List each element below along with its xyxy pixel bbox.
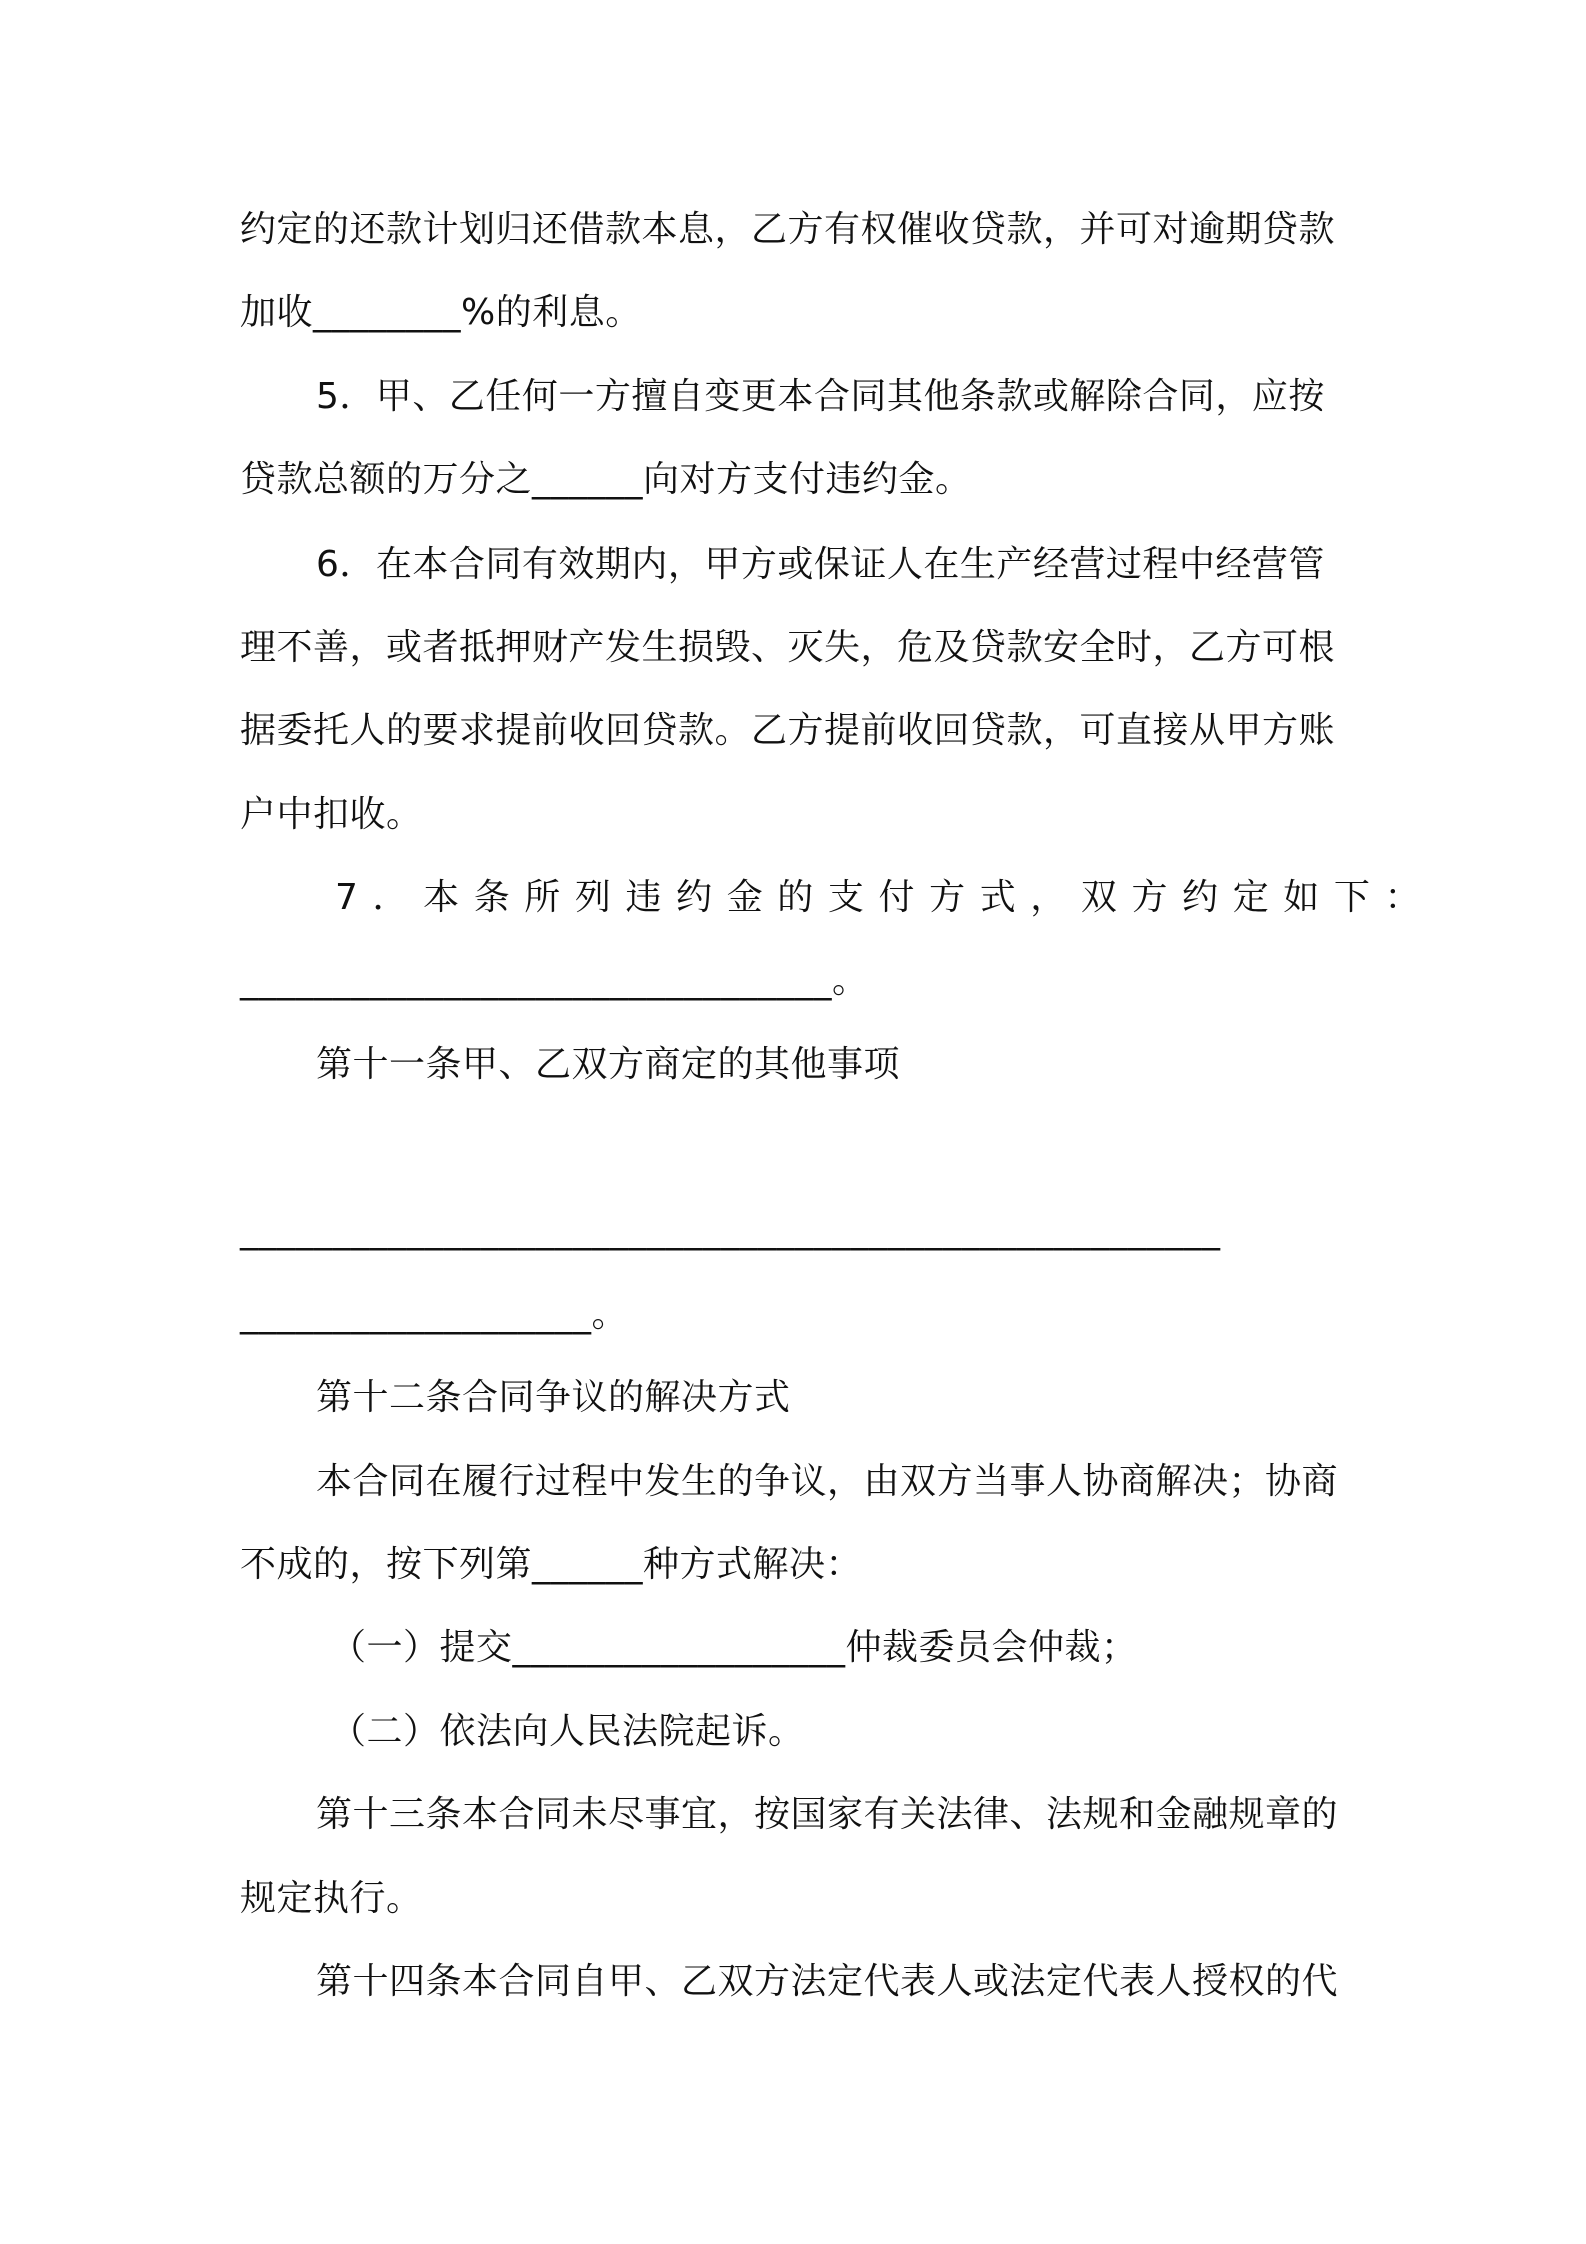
- text-line-2: 加收________%的利息。: [240, 292, 642, 333]
- article-14-line-1: 第十四条本合同自甲、乙双方法定代表人或法定代表人授权的代: [316, 1961, 1339, 2002]
- article-12-option-1: （一）提交__________________仲裁委员会仲裁；: [330, 1627, 1138, 1668]
- clause-6-line-3: 据委托人的要求提前收回贷款。乙方提前收回贷款，可直接从甲方账: [240, 710, 1336, 751]
- clause-7-line-1: 7．本条所列违约金的支付方式，双方约定如下：: [335, 877, 1436, 918]
- article-12-line-2: 不成的，按下列第______种方式解决：: [240, 1544, 863, 1585]
- clause-5-line-2: 贷款总额的万分之______向对方支付违约金。: [240, 459, 972, 500]
- article-11-blank-line-1: _____________________________________________________: [240, 1210, 1221, 1251]
- clause-6-line-1: 6．在本合同有效期内，甲方或保证人在生产经营过程中经营管: [316, 544, 1325, 585]
- article-12-line-1: 本合同在履行过程中发生的争议，由双方当事人协商解决；协商: [316, 1461, 1339, 1502]
- clause-6-line-4: 户中扣收。: [240, 794, 423, 835]
- article-12-heading: 第十二条合同争议的解决方式: [316, 1377, 791, 1418]
- article-11-blank-line-2: ___________________。: [240, 1294, 628, 1335]
- clause-6-line-2: 理不善，或者抵押财产发生损毁、灭失，危及贷款安全时，乙方可根: [240, 627, 1336, 668]
- clause-5-line-1: 5．甲、乙任何一方擅自变更本合同其他条款或解除合同，应按: [316, 376, 1325, 417]
- article-12-option-2: （二）依法向人民法院起诉。: [330, 1711, 805, 1752]
- clause-7-blank-line: ________________________________。: [240, 960, 869, 1001]
- article-13-line-2: 规定执行。: [240, 1878, 423, 1919]
- text-line-1: 约定的还款计划归还借款本息，乙方有权催收贷款，并可对逾期贷款: [240, 209, 1336, 250]
- article-11-heading: 第十一条甲、乙双方商定的其他事项: [316, 1044, 901, 1085]
- article-13-line-1: 第十三条本合同未尽事宜，按国家有关法律、法规和金融规章的: [316, 1794, 1339, 1835]
